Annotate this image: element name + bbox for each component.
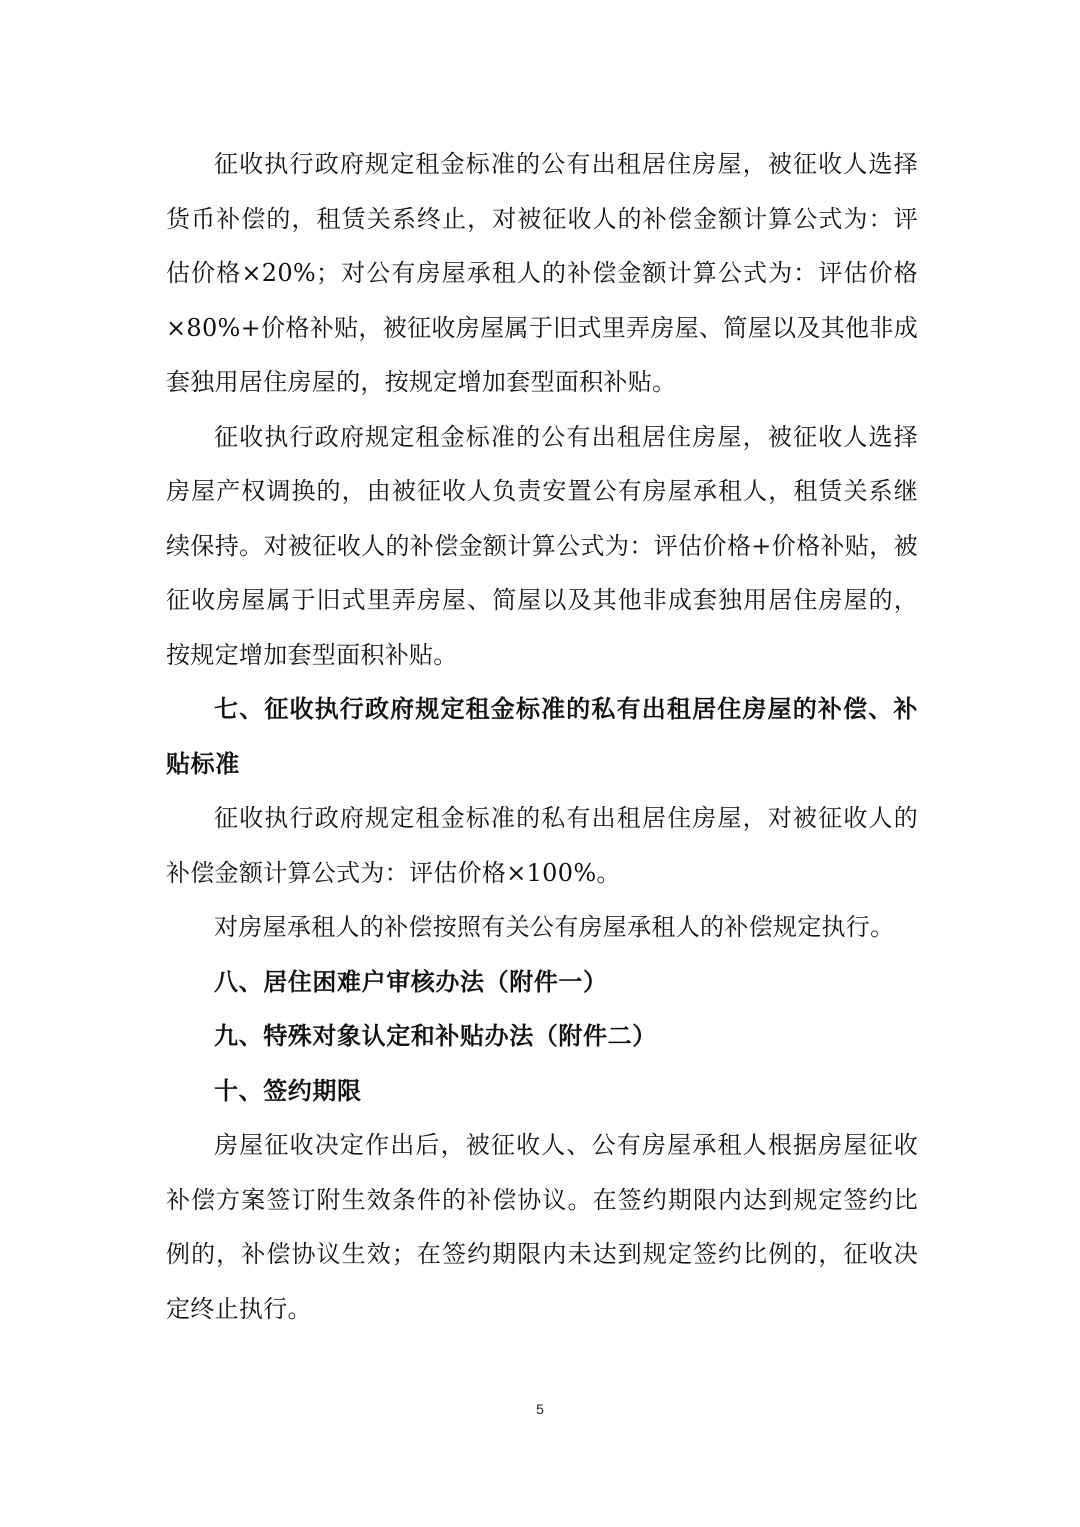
paragraph-tenant-compensation: 对房屋承租人的补偿按照有关公有房屋承租人的补偿规定执行。 (214, 913, 895, 941)
document-body (166, 137, 918, 1336)
section-heading-10: 十、签约期限 (214, 1076, 362, 1105)
paragraph-signing-period: 房屋征收决定作出后，被征收人、公有房屋承租人根据房屋征收补偿方案签订附生效条件的补偿协议。在签约期限内达到规定签约比例的，补偿协议生效；在签约期限内未达到规定签约比例的，征收决定终止执行。 (166, 1131, 918, 1323)
paragraph-public-rental-monetary-compensation: 征收执行政府规定租金标准的公有出租居住房屋，被征收人选择货币补偿的，租赁关系终止，对被征收人的补偿金额计算公式为：评估价格×20%；对公有房屋承租人的补偿金额计算公式为：评估价格×80%+价格补贴，被征收房屋属于旧式里弄房屋、简屋以及其他非成套独用居住房屋的，按规定增加套型面积补贴。 (166, 150, 918, 396)
section-heading-8: 八、居住困难户审核办法（附件一） (214, 967, 608, 996)
page-number: 5 (536, 1401, 544, 1417)
section-heading-7: 七、征收执行政府规定租金标准的私有出租居住房屋的补偿、补贴标准 (166, 695, 918, 778)
section-heading-9: 九、特殊对象认定和补贴办法（附件二） (214, 1022, 657, 1050)
paragraph-private-rental-compensation: 征收执行政府规定租金标准的私有出租居住房屋，对被征收人的补偿金额计算公式为：评估价格×100%。 (166, 804, 918, 887)
paragraph-public-rental-property-exchange: 征收执行政府规定租金标准的公有出租居住房屋，被征收人选择房屋产权调换的，由被征收人负责安置公有房屋承租人，租赁关系继续保持。对被征收人的补偿金额计算公式为：评估价格+价格补贴，被征收房屋属于旧式里弄房屋、简屋以及其他非成套独用居住房屋的，按规定增加套型面积补贴。 (166, 422, 918, 669)
